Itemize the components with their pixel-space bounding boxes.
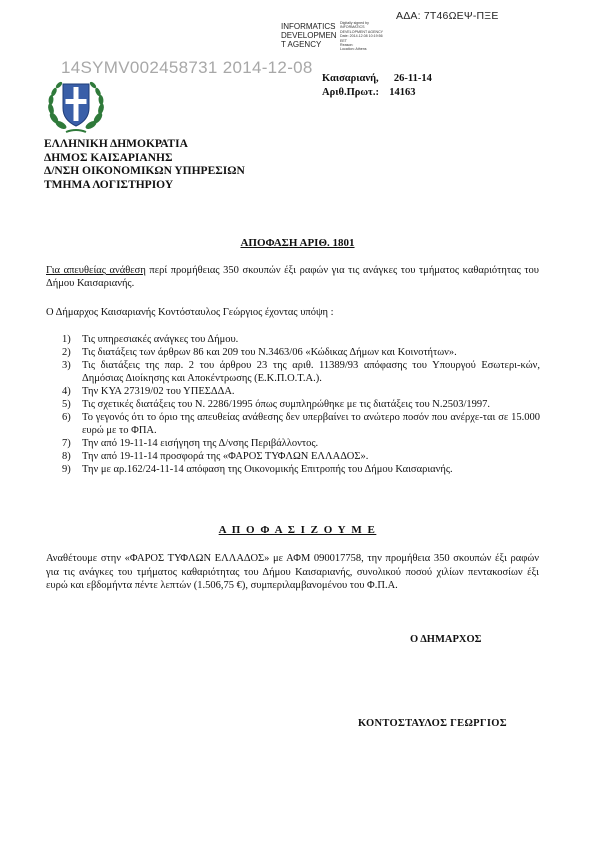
list-item-text: Τις διατάξεις της παρ. 2 του άρθρου 23 της αριθ. 11389/93 απόφασης του Υπουργού Εσωτερι-κών, Δημόσιας Διοίκησης και Αποκέντρωσης (Ε.Κ.Π.Ο.Τ.Α.). <box>82 360 540 384</box>
list-item-text: Το γεγονός ότι το όριο της απευθείας ανάθεσης δεν υπερβαίνει το ανώτερο ποσόν που ανέρχε-ται σε 15.000 ευρώ με το ΦΠΑ. <box>82 412 540 436</box>
list-item <box>62 333 540 346</box>
issuing-organization <box>44 138 245 192</box>
list-item <box>62 463 540 476</box>
list-item-number: 2) <box>62 347 71 358</box>
list-item <box>62 346 540 359</box>
list-item <box>62 398 540 411</box>
signature-meta-line: Reason: <box>340 43 354 48</box>
decision-title <box>0 237 595 249</box>
list-item-number: 6) <box>62 412 71 423</box>
list-item-number: 5) <box>62 399 71 410</box>
org-line: ΔΗΜΟΣ ΚΑΙΣΑΡΙΑΝΗΣ <box>44 151 173 164</box>
org-line: ΤΜΗΜΑ ΛΟΓΙΣΤΗΡΙΟΥ <box>44 178 174 191</box>
protocol-label: Αριθ.Πρωτ.: <box>322 87 379 98</box>
list-item-number: 3) <box>62 360 71 371</box>
document-id-watermark: 14SYMV002458731 2014-12-08 <box>61 58 313 77</box>
signature-meta-line: Location: Athens <box>340 47 367 52</box>
place-label: Καισαριανή, <box>322 73 379 84</box>
signature-organization <box>281 22 341 49</box>
protocol-row <box>322 86 432 100</box>
org-line: Δ/ΝΣΗ ΟΙΚΟΝΟΜΙΚΩΝ ΥΠΗΡΕΣΙΩΝ <box>44 165 245 177</box>
list-item <box>62 450 540 463</box>
list-item <box>62 385 540 398</box>
list-item <box>62 411 540 437</box>
list-item-text: Τις σχετικές διατάξεις του Ν. 2286/1995 όπως συμπληρώθηκε με τις διατάξεις του Ν.2503/1997. <box>82 399 491 410</box>
list-item-number: 4) <box>62 386 71 397</box>
list-item-text: Την ΚΥΑ 27319/02 του ΥΠΕΣΔΔΑ. <box>82 386 235 397</box>
list-item-number: 7) <box>62 438 71 449</box>
ada-code: ΑΔΑ: 7Τ46ΩΕΨ-ΠΞΕ <box>396 10 499 22</box>
decision-heading <box>0 524 595 536</box>
list-item <box>62 437 540 450</box>
signature-meta-line: Date: 2014.12.08 10:19:56 <box>340 34 383 39</box>
decision-heading-text: Α Π Ο Φ Α Σ Ι Ζ Ο Υ Μ Ε <box>218 524 377 536</box>
decision-title-text: ΑΠΟΦΑΣΗ ΑΡΙΘ. 1801 <box>240 237 355 249</box>
list-item-text: Τις υπηρεσιακές ανάγκες του Δήμου. <box>82 334 239 345</box>
subject-rest: περί προμήθειας 350 σκουπών έξι ραφών για τις ανάγκες του τμήματος καθαριότητας του Δήμου Καισαριανής. <box>46 265 539 289</box>
decision-body: Αναθέτουμε στην «ΦΑΡΟΣ ΤΥΦΛΩΝ ΕΛΛΑΔΟΣ» με ΑΦΜ 090017758, την προμήθεια 350 σκουπών έξι ραφών για τις ανάγκες του τμήματος καθαριότητας του Δήμου Καισαριανής, συνολικού ποσού χιλίων πεντακοσίων έξι ευρώ και εβδομήντα πέντε λεπτών (1.506,75 €), συμπεριλαμβανομένου του Φ.Π.Α. <box>46 553 539 591</box>
date-row <box>322 72 432 86</box>
signature-org-line: DEVELOPMEN <box>281 31 337 40</box>
protocol-number: 14163 <box>389 87 416 98</box>
list-item <box>62 359 540 385</box>
subject-paragraph <box>46 264 539 290</box>
considerations-list <box>62 333 540 476</box>
signature-org-line: T AGENCY <box>281 40 322 49</box>
mayor-title: Ο ΔΗΜΑΡΧΟΣ <box>410 634 482 645</box>
considering-line: Ο Δήμαρχος Καισαριανής Κοντόσταυλος Γεώργιος έχοντας υπόψη : <box>46 307 334 318</box>
hellenic-republic-emblem-icon <box>44 74 108 138</box>
document-date: 26-11-14 <box>393 73 432 84</box>
signature-meta-line: DEVELOPMENT AGENCY <box>340 29 384 34</box>
list-item-text: Την από 19-11-14 προσφορά της «ΦΑΡΟΣ ΤΥΦΛΩΝ ΕΛΛΑΔΟΣ». <box>82 451 369 462</box>
org-line: ΕΛΛΗΝΙΚΗ ΔΗΜΟΚΡΑΤΙΑ <box>44 138 188 150</box>
list-item-text: Τις διατάξεις των άρθρων 86 και 209 του Ν.3463/06 «Κώδικας Δήμων και Κοινοτήτων». <box>82 347 457 358</box>
signature-meta-line: INFORMATICS <box>340 25 365 30</box>
list-item-number: 1) <box>62 334 71 345</box>
signature-metadata <box>340 21 410 52</box>
subject-underlined: Για απευθείας ανάθεση <box>46 265 146 276</box>
mayor-name: ΚΟΝΤΟΣΤΑΥΛΟΣ ΓΕΩΡΓΙΟΣ <box>358 718 507 729</box>
list-item-text: Την από 19-11-14 εισήγηση της Δ/νσης Περιβάλλοντος. <box>82 438 319 449</box>
signature-meta-line: EET <box>340 38 347 43</box>
list-item-number: 8) <box>62 451 71 462</box>
list-item-text: Την με αρ.162/24-11-14 απόφαση της Οικονομικής Επιτροπής του Δήμου Καισαριανής. <box>82 464 453 475</box>
list-item-number: 9) <box>62 464 71 475</box>
document-header-info <box>322 72 432 100</box>
signature-org-line: INFORMATICS <box>281 22 336 31</box>
signature-meta-line: Digitally signed by <box>340 21 369 25</box>
